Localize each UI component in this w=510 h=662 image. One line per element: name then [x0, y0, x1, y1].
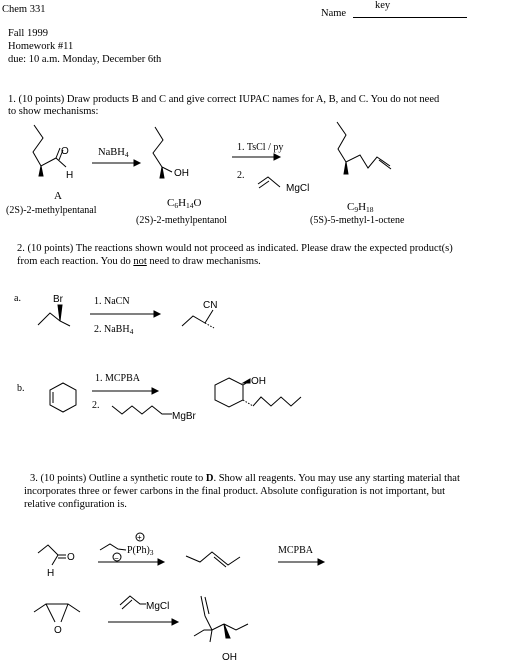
course-title: Chem 331	[2, 4, 46, 15]
q1-reagent-nabh4: NaBH$_4$	[98, 147, 129, 159]
q3-mcpba-label: MCPBA	[278, 545, 314, 556]
q2b-grignard: MgBr	[172, 411, 196, 422]
q1-label-a: A	[54, 190, 62, 202]
q3-prompt-line3: relative configuration is.	[24, 499, 127, 510]
q2-prompt-line2: from each reaction. You do not need to draw mechanisms.	[17, 256, 261, 267]
q1-formula-b: $C_6H_{14}O$	[167, 197, 202, 210]
q1-reagent-step2: 2.	[237, 170, 245, 181]
homework-number: Homework #11	[8, 41, 74, 52]
q1-name-a: (2S)-2-methylpentanal	[6, 205, 97, 216]
q3-prompt-line2: incorporates three or fewer carbons in the final product. Absolute configuration is not important, but	[24, 486, 446, 497]
q3-target-hydroxyl: OH	[222, 652, 237, 662]
q2a-step1: 1. NaCN	[94, 296, 130, 307]
q2-prompt-line1: 2. (10 points) The reactions shown would not proceed as indicated. Please draw the expected product(s)	[17, 243, 453, 254]
q1-formula-c: $C_9H_{18}$	[347, 201, 374, 214]
q2a-bromine: Br	[53, 294, 63, 305]
q1-reagent-step1: 1. TsCl / py	[237, 142, 284, 153]
q1-a-oxygen: O	[61, 146, 69, 157]
name-value: key	[375, 0, 391, 11]
q2b-step1: 1. MCPBA	[95, 373, 141, 384]
q2a-step2: 2. NaBH$_4$	[94, 324, 134, 336]
q2b-hydroxyl: OH	[251, 376, 266, 387]
q3-ylide-label: $P(Ph)_3$	[127, 545, 154, 557]
q3-grignard-label: MgCl	[146, 601, 170, 612]
term: Fall 1999	[8, 28, 48, 39]
svg-text:+: +	[137, 533, 142, 542]
due-date: due: 10 a.m. Monday, December 6th	[8, 54, 162, 65]
q2-label-a: a.	[14, 293, 21, 304]
q2b-step2: 2.	[92, 400, 100, 411]
q2a-nitrile: CN	[203, 300, 218, 311]
q1-b-hydroxyl: OH	[174, 168, 189, 179]
q3-propanal-oxygen: O	[67, 552, 75, 563]
q1-prompt-line2: to show mechanisms:	[8, 106, 99, 117]
q3-epoxide-oxygen: O	[54, 625, 62, 636]
q3-prompt-line1: 3. (10 points) Outline a synthetic route to D. Show all reagents. You may use any starting material that	[30, 473, 460, 484]
q1-grignard-label: MgCl	[286, 183, 310, 194]
q1-a-hydrogen: H	[66, 170, 74, 181]
q1-name-b: (2S)-2-methylpentanol	[136, 215, 228, 226]
q1-name-c: (5S)-5-methyl-1-octene	[310, 215, 405, 226]
svg-text:−: −	[114, 554, 119, 563]
q2-label-b: b.	[17, 383, 25, 394]
q3-propanal-hydrogen: H	[47, 568, 55, 579]
name-label: Name	[321, 8, 347, 19]
q1-prompt-line1: 1. (10 points) Draw products B and C and give correct IUPAC names for A, B, and C. You do not need	[8, 94, 440, 105]
